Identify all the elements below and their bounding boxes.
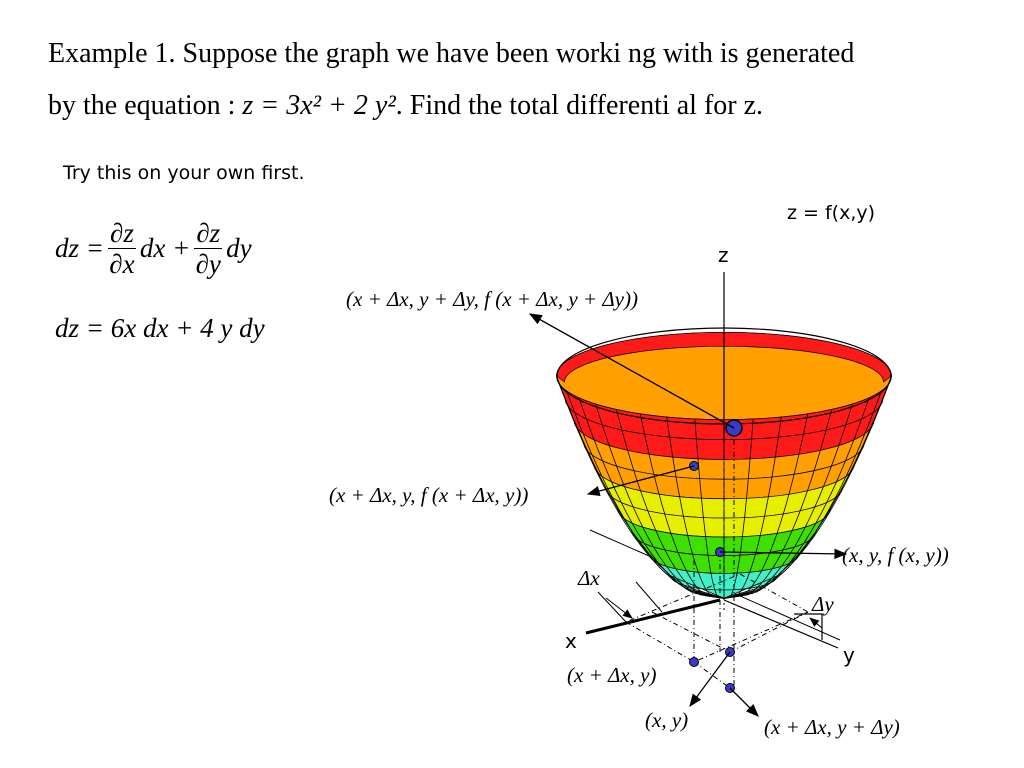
delta-y-label: Δy bbox=[812, 592, 834, 616]
differential-result-formula: dz = 6x dx + 4 y dy bbox=[55, 313, 265, 343]
fraction-denominator: ∂y bbox=[195, 249, 221, 279]
formula-1-lhs: dz = bbox=[55, 233, 104, 263]
try-note: Try this on your own first. bbox=[63, 162, 305, 184]
arrow-to-grid-dxdy-label bbox=[730, 688, 758, 716]
heading-line-2-prefix: by the equation : bbox=[48, 90, 243, 121]
label-grid-dx: (x + Δx, y) bbox=[567, 663, 657, 687]
heading-equation: z = 3x² + 2 y² bbox=[242, 90, 396, 121]
fraction-numerator: ∂z bbox=[109, 218, 134, 248]
heading-line-1: Example 1. Suppose the graph we have been worki ng with is generated bbox=[48, 38, 855, 69]
label-top-point: (x + Δx, y + Δy, f (x + Δx, y + Δy)) bbox=[346, 287, 638, 311]
label-mid-point: (x + Δx, y, f (x + Δx, y)) bbox=[329, 483, 529, 507]
fraction-denominator: ∂x bbox=[109, 249, 135, 279]
delta-y-bracket bbox=[794, 614, 822, 640]
delta-x-tick-right bbox=[636, 582, 662, 612]
x-axis-label: x bbox=[565, 629, 577, 653]
grid-point-dx bbox=[690, 658, 699, 667]
fraction-numerator: ∂z bbox=[196, 218, 221, 248]
delta-x-label: Δx bbox=[578, 566, 600, 590]
label-grid-xy: (x, y) bbox=[645, 708, 689, 732]
y-axis-label: y bbox=[843, 643, 855, 667]
delta-y-arrow bbox=[810, 618, 822, 628]
label-base-point: (x, y, f (x, y)) bbox=[842, 543, 949, 567]
z-axis-label: z bbox=[718, 243, 729, 267]
formula-1-middle: dx + bbox=[139, 233, 191, 263]
heading-line-2-suffix: . Find the total differenti al for z. bbox=[395, 90, 764, 121]
delta-x-tick-left bbox=[598, 592, 626, 622]
surface-label: z = f(x,y) bbox=[787, 202, 876, 224]
x-axis bbox=[586, 600, 720, 633]
formula-1-end: dy bbox=[226, 233, 252, 263]
label-grid-dxdy: (x + Δx, y + Δy) bbox=[764, 715, 900, 739]
